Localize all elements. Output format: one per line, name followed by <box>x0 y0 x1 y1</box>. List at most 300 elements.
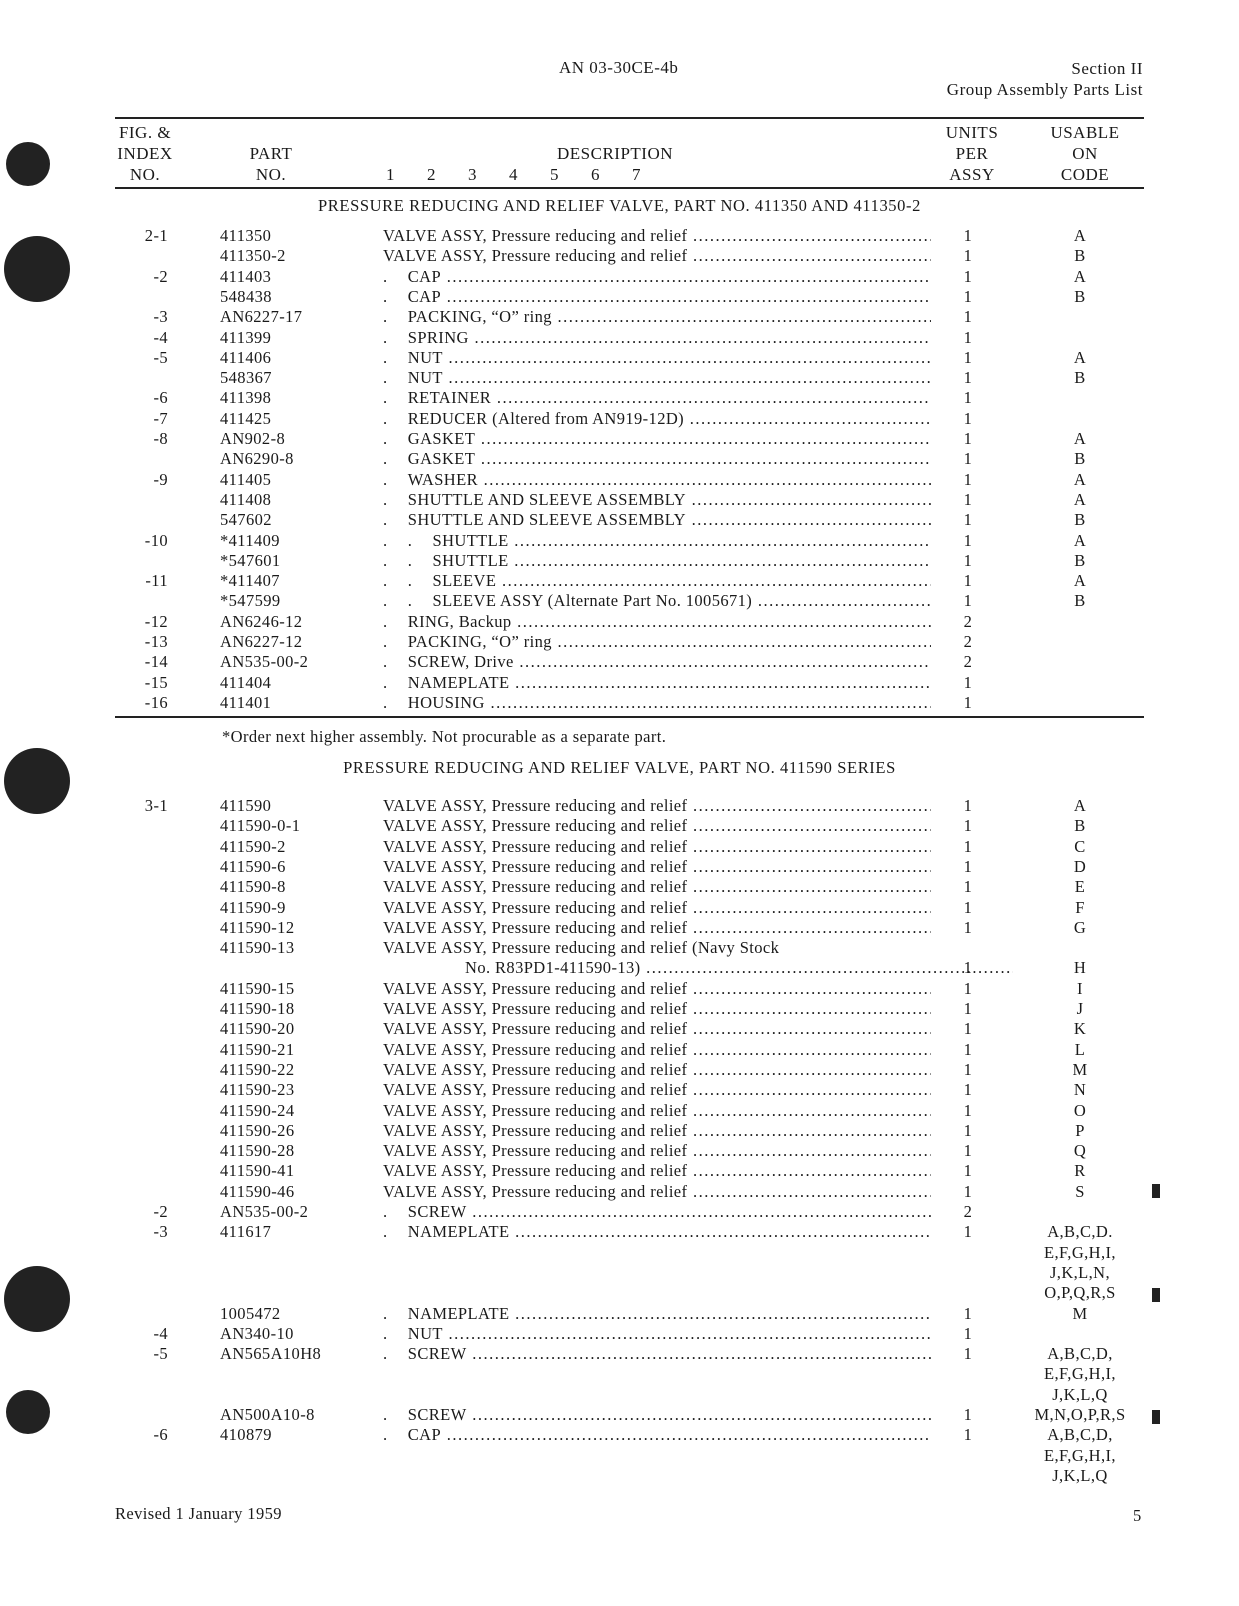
index-number: 3-1 <box>144 796 168 815</box>
description-text: NAMEPLATE ..... <box>408 1222 931 1241</box>
description <box>383 857 931 877</box>
description: . NAMEPLATE ..... <box>383 1222 931 1242</box>
table-row <box>0 571 1239 591</box>
description-text: VALVE ASSY, Pressure reducing and relief ..... <box>383 857 931 876</box>
index-number: -4 <box>153 327 168 347</box>
part-number: 411590-22 <box>220 1059 295 1079</box>
table-row <box>0 1060 1239 1080</box>
usable-on-code: B <box>1074 510 1086 530</box>
units-per-assy: 1 <box>963 692 973 712</box>
part-number: *411407 <box>220 571 280 591</box>
table-row <box>0 591 1239 611</box>
units-per-assy: 1 <box>963 1080 973 1100</box>
description-text: GASKET ..... <box>408 429 931 448</box>
usable-on-code: A <box>1073 347 1087 367</box>
part-number: AN902-8 <box>220 429 286 448</box>
table-row <box>0 1141 1239 1161</box>
description-text: NUT ..... <box>408 348 931 367</box>
table-row <box>0 693 1239 713</box>
units-per-assy: 1 <box>963 856 973 876</box>
table-top-rule <box>115 117 1144 119</box>
part-number: 411590-13 <box>220 938 295 958</box>
usable-on-code: B <box>1074 816 1086 836</box>
usable-on-code: B <box>1074 591 1086 611</box>
units-per-assy: 1 <box>963 877 973 897</box>
description-text: VALVE ASSY, Pressure reducing and relief ..... <box>383 816 931 835</box>
description-text: HOUSING ..... <box>408 693 931 712</box>
description-text: SHUTTLE ..... <box>433 551 932 570</box>
part-number: 410879 <box>220 1425 272 1445</box>
index-number: -7 <box>153 408 168 428</box>
units-per-assy: 1 <box>963 836 973 856</box>
part-number: 411405 <box>220 469 272 489</box>
table-row <box>0 226 1239 246</box>
description-text: VALVE ASSY, Pressure reducing and relief ..... <box>383 1161 931 1180</box>
units-per-assy: 1 <box>963 489 973 509</box>
description-text: VALVE ASSY, Pressure reducing and relief ..... <box>383 999 931 1018</box>
description-text: SLEEVE ..... <box>433 571 932 590</box>
usable-on-code: K <box>1073 1019 1087 1039</box>
description <box>383 918 931 938</box>
description: . PACKING, “O” ring ..... <box>383 632 931 652</box>
part-number: 411590-26 <box>220 1120 295 1140</box>
usable-on-code: A,B,C,D, E,F,G,H,I, J,K,L,Q <box>1044 1425 1116 1485</box>
table-row <box>0 877 1239 897</box>
table-row <box>0 999 1239 1019</box>
part-number: 411425 <box>220 408 272 428</box>
description <box>383 999 931 1019</box>
units-per-assy: 1 <box>963 510 973 530</box>
part-number: 1005472 <box>220 1303 281 1323</box>
group2-title: PRESSURE REDUCING AND RELIEF VALVE, PART NO. 411590 SERIES <box>343 758 896 777</box>
table-row <box>0 409 1239 429</box>
units-per-assy: 1 <box>963 449 973 469</box>
units-per-assy: 1 <box>963 327 973 347</box>
table-row <box>0 510 1239 530</box>
units-per-assy: 1 <box>963 1039 973 1059</box>
description: . SPRING ..... <box>383 328 931 348</box>
table-row <box>0 918 1239 938</box>
table-row <box>0 490 1239 510</box>
description-text: VALVE ASSY, Pressure reducing and relief ..... <box>383 979 931 998</box>
binder-hole <box>6 142 50 186</box>
part-number: 547602 <box>220 510 272 530</box>
units-per-assy: 1 <box>963 591 973 611</box>
part-number: 411590-0-1 <box>220 816 301 836</box>
units-per-assy: 1 <box>963 286 973 306</box>
table-row <box>0 1425 1239 1485</box>
description <box>383 1101 931 1121</box>
description-text: SHUTTLE AND SLEEVE ASSEMBLY ..... <box>408 490 931 509</box>
usable-on-code: A <box>1073 469 1087 489</box>
table-row <box>0 816 1239 836</box>
index-number: -6 <box>153 388 168 408</box>
description-text: No. R83PD1-411590-13) ..... <box>465 958 1013 977</box>
description-text: VALVE ASSY, Pressure reducing and relief ..... <box>383 1141 931 1160</box>
usable-on-code: B <box>1074 449 1086 469</box>
change-bar <box>1152 1410 1160 1424</box>
description: . . SHUTTLE ..... <box>383 551 931 571</box>
usable-on-code: G <box>1073 917 1087 937</box>
units-per-assy: 1 <box>963 1405 973 1424</box>
description-text: SHUTTLE ..... <box>433 531 932 550</box>
description-text: VALVE ASSY, Pressure reducing and relief ..... <box>383 796 931 815</box>
usable-on-code: L <box>1074 1039 1086 1059</box>
description-text: SCREW ..... <box>408 1405 931 1424</box>
index-number: -13 <box>144 632 168 651</box>
units-per-assy: 1 <box>963 816 973 836</box>
description-text: CAP ..... <box>408 267 931 286</box>
group1-title: PRESSURE REDUCING AND RELIEF VALVE, PART NO. 411350 AND 411350-2 <box>318 196 921 215</box>
units-per-assy: 1 <box>963 1100 973 1120</box>
description-text: CAP ..... <box>408 287 931 306</box>
units-per-assy: 1 <box>963 1222 973 1242</box>
index-number: -12 <box>144 611 168 631</box>
header-bottom-rule <box>115 187 1144 189</box>
description <box>383 938 931 958</box>
change-bar <box>1152 1288 1160 1302</box>
description: . CAP ..... <box>383 267 931 287</box>
description: . GASKET ..... <box>383 429 931 449</box>
description: . REDUCER (Altered from AN919-12D) ..... <box>383 409 931 429</box>
usable-on-code: A,B,C,D. E,F,G,H,I, J,K,L,N, O,P,Q,R,S <box>1044 1222 1116 1303</box>
description <box>383 1121 931 1141</box>
units-per-assy: 2 <box>963 611 973 631</box>
usable-on-code: A <box>1073 226 1087 245</box>
part-number: 411350-2 <box>220 246 286 266</box>
units-per-assy: 1 <box>963 1141 973 1161</box>
description-text: VALVE ASSY, Pressure reducing and relief (Navy Stock <box>383 938 780 958</box>
description <box>383 979 931 999</box>
part-number: 411408 <box>220 489 272 509</box>
units-per-assy: 1 <box>963 978 973 998</box>
part-number: *547601 <box>220 550 281 570</box>
footnote: *Order next higher assembly. Not procurable as a separate part. <box>222 727 667 746</box>
usable-on-code: A <box>1073 571 1087 591</box>
description-text: VALVE ASSY, Pressure reducing and relief ..... <box>383 877 931 896</box>
description-text: VALVE ASSY, Pressure reducing and relief ..... <box>383 918 931 937</box>
units-per-assy: 1 <box>963 226 973 245</box>
units-per-assy: 1 <box>963 429 973 448</box>
units-per-assy: 1 <box>963 307 973 327</box>
description-text: NAMEPLATE ..... <box>408 673 931 692</box>
units-per-assy: 1 <box>963 1120 973 1140</box>
table-row <box>0 898 1239 918</box>
section-title: Group Assembly Parts List <box>946 80 1143 99</box>
description: . HOUSING ..... <box>383 693 931 713</box>
part-number: 548367 <box>220 368 272 388</box>
table-row <box>0 531 1239 551</box>
usable-on-code: O <box>1073 1100 1087 1120</box>
units-per-assy: 1 <box>963 1059 973 1079</box>
table-row <box>0 1344 1239 1404</box>
section-heading <box>947 58 1143 100</box>
units-per-assy: 1 <box>963 672 973 692</box>
description: . NUT ..... <box>383 348 931 368</box>
description <box>383 1182 931 1202</box>
description-text: VALVE ASSY, Pressure reducing and relief ..... <box>383 1080 931 1099</box>
usable-on-code: A <box>1073 429 1087 448</box>
index-number: -9 <box>153 469 168 489</box>
column-header-part-no: PART NO. <box>249 144 293 184</box>
description: . . SLEEVE ASSY (Alternate Part No. 1005671) ..... <box>383 591 931 611</box>
usable-on-code: A <box>1073 266 1087 286</box>
usable-on-code: S <box>1075 1181 1085 1201</box>
table-row <box>0 267 1239 287</box>
part-number: AN535-00-2 <box>220 652 309 672</box>
description-text: RING, Backup ..... <box>408 612 931 631</box>
index-number: 2-1 <box>144 226 168 245</box>
description: . NUT ..... <box>383 1324 931 1344</box>
description <box>383 877 931 897</box>
units-per-assy: 1 <box>963 1019 973 1039</box>
binder-hole <box>4 236 70 302</box>
description <box>383 1080 931 1100</box>
table-row <box>0 612 1239 632</box>
description-text: GASKET ..... <box>408 449 931 468</box>
usable-on-code: B <box>1074 368 1086 388</box>
usable-on-code: I <box>1077 978 1083 998</box>
description: . SHUTTLE AND SLEEVE ASSEMBLY ..... <box>383 510 931 530</box>
table-row <box>0 1304 1239 1324</box>
table-row <box>0 1040 1239 1060</box>
description-text: SCREW ..... <box>408 1344 931 1363</box>
table-row <box>0 1222 1239 1303</box>
description <box>383 246 931 266</box>
table-row <box>0 673 1239 693</box>
table-row <box>0 328 1239 348</box>
indent-level-numbers: 1 2 3 4 5 6 7 <box>386 165 641 184</box>
part-number: 411590-8 <box>220 877 286 897</box>
units-per-assy: 1 <box>963 1344 973 1364</box>
part-number: 411590 <box>220 796 272 815</box>
units-per-assy: 1 <box>963 469 973 489</box>
description <box>383 796 931 816</box>
units-per-assy: 2 <box>963 1202 973 1221</box>
table-row <box>0 1101 1239 1121</box>
table-row <box>0 958 1239 978</box>
page-number: 5 <box>1133 1506 1142 1525</box>
table-row <box>0 1202 1239 1222</box>
index-number: -5 <box>153 347 168 367</box>
usable-on-code: M,N,O,P,R,S <box>1034 1405 1126 1424</box>
table-row <box>0 796 1239 816</box>
description-text: REDUCER (Altered from AN919-12D) ..... <box>408 409 931 428</box>
description: . GASKET ..... <box>383 449 931 469</box>
description: . . SLEEVE ..... <box>383 571 931 591</box>
part-number: 411590-2 <box>220 836 286 856</box>
usable-on-code: M <box>1072 1303 1088 1323</box>
section-label: Section II <box>1071 59 1143 78</box>
units-per-assy: 1 <box>963 958 973 978</box>
description-text: RETAINER ..... <box>408 388 931 407</box>
usable-on-code: Q <box>1073 1141 1087 1161</box>
part-number: 411590-41 <box>220 1161 295 1181</box>
description-text: VALVE ASSY, Pressure reducing and relief ..... <box>383 1101 931 1120</box>
description <box>383 837 931 857</box>
usable-on-code: M <box>1072 1059 1088 1079</box>
table-row <box>0 1080 1239 1100</box>
description-text: VALVE ASSY, Pressure reducing and relief ..... <box>383 1060 931 1079</box>
index-number: -2 <box>153 266 168 286</box>
description-text: SCREW ..... <box>408 1202 931 1221</box>
description-text: SCREW, Drive ..... <box>408 652 931 671</box>
part-number: 411403 <box>220 266 272 286</box>
binder-hole <box>4 1266 70 1332</box>
description-text: NUT ..... <box>408 368 931 387</box>
units-per-assy: 1 <box>963 388 973 408</box>
table-row <box>0 938 1239 958</box>
document-number: AN 03-30CE-4b <box>559 58 679 77</box>
table-row <box>0 837 1239 857</box>
part-number: 411590-18 <box>220 999 295 1018</box>
usable-on-code: P <box>1075 1120 1085 1140</box>
change-bar <box>1152 1184 1160 1198</box>
description: . CAP ..... <box>383 287 931 307</box>
usable-on-code: E <box>1074 877 1086 897</box>
units-per-assy: 1 <box>963 246 973 266</box>
part-number: 411406 <box>220 347 272 367</box>
table-row <box>0 1405 1239 1425</box>
index-number: -16 <box>144 692 168 712</box>
table-row <box>0 979 1239 999</box>
index-number: -8 <box>153 429 168 448</box>
description-text: PACKING, “O” ring ..... <box>408 307 931 326</box>
description-text: VALVE ASSY, Pressure reducing and relief ..... <box>383 837 931 856</box>
description-text: VALVE ASSY, Pressure reducing and relief ..... <box>383 226 931 245</box>
usable-on-code: J <box>1076 999 1084 1018</box>
part-number: 411590-46 <box>220 1181 295 1201</box>
part-number: AN535-00-2 <box>220 1202 309 1221</box>
group1-bottom-rule <box>115 716 1144 718</box>
units-per-assy: 1 <box>963 1181 973 1201</box>
part-number: 411590-28 <box>220 1141 295 1161</box>
table-row <box>0 857 1239 877</box>
units-per-assy: 1 <box>963 550 973 570</box>
units-per-assy: 1 <box>963 1425 973 1445</box>
table-row <box>0 246 1239 266</box>
part-number: 411399 <box>220 327 272 347</box>
description-text: WASHER ..... <box>408 470 931 489</box>
description: . NAMEPLATE ..... <box>383 673 931 693</box>
description: . . SHUTTLE ..... <box>383 531 931 551</box>
description: . SCREW ..... <box>383 1344 931 1364</box>
usable-on-code: H <box>1073 958 1087 978</box>
part-number: 548438 <box>220 286 272 306</box>
column-header-fig-index: FIG. & INDEX NO. <box>117 123 173 184</box>
table-row <box>0 449 1239 469</box>
part-number: 411590-24 <box>220 1100 295 1120</box>
description-text: VALVE ASSY, Pressure reducing and relief ..... <box>383 1182 931 1201</box>
part-number: 411590-12 <box>220 917 295 937</box>
table-row <box>0 348 1239 368</box>
description-text: VALVE ASSY, Pressure reducing and relief ..... <box>383 1040 931 1059</box>
table-row <box>0 1121 1239 1141</box>
usable-on-code: A <box>1073 489 1087 509</box>
description-text: NAMEPLATE ..... <box>408 1304 931 1323</box>
part-number: 411590-21 <box>220 1039 295 1059</box>
table-row <box>0 652 1239 672</box>
column-header-usable-on-code: USABLE ON CODE <box>1050 123 1120 184</box>
description <box>383 1161 931 1181</box>
part-number: 411590-9 <box>220 897 286 917</box>
index-number: -6 <box>153 1425 168 1445</box>
description: . NUT ..... <box>383 368 931 388</box>
units-per-assy: 2 <box>963 632 973 651</box>
units-per-assy: 1 <box>963 266 973 286</box>
index-number: -4 <box>153 1323 168 1343</box>
part-number: 411401 <box>220 692 272 712</box>
description <box>383 1019 931 1039</box>
usable-on-code: F <box>1075 897 1085 917</box>
part-number: AN500A10-8 <box>220 1405 315 1424</box>
index-number: -3 <box>153 307 168 327</box>
binder-hole <box>6 1390 50 1434</box>
part-number: *547599 <box>220 591 281 611</box>
description: . SCREW ..... <box>383 1202 931 1222</box>
table-row <box>0 429 1239 449</box>
part-number: 411590-20 <box>220 1019 295 1039</box>
part-number: 411617 <box>220 1222 272 1242</box>
usable-on-code: B <box>1074 246 1086 266</box>
description-text: VALVE ASSY, Pressure reducing and relief ..... <box>383 898 931 917</box>
usable-on-code: R <box>1074 1161 1086 1181</box>
units-per-assy: 1 <box>963 917 973 937</box>
units-per-assy: 1 <box>963 368 973 388</box>
description: . NAMEPLATE ..... <box>383 1304 931 1324</box>
description: . RETAINER ..... <box>383 388 931 408</box>
index-number: -14 <box>144 652 168 672</box>
description: . RING, Backup ..... <box>383 612 931 632</box>
description: . PACKING, “O” ring ..... <box>383 307 931 327</box>
description <box>383 1141 931 1161</box>
table-row <box>0 368 1239 388</box>
table-row <box>0 1324 1239 1344</box>
table-row <box>0 1019 1239 1039</box>
part-number: 411398 <box>220 388 272 408</box>
description: . SCREW, Drive ..... <box>383 652 931 672</box>
units-per-assy: 1 <box>963 408 973 428</box>
part-number: 411590-23 <box>220 1080 295 1100</box>
table-row <box>0 307 1239 327</box>
description <box>383 226 931 246</box>
index-number: -3 <box>153 1222 168 1242</box>
usable-on-code: D <box>1073 856 1087 876</box>
units-per-assy: 1 <box>963 347 973 367</box>
description-text: VALVE ASSY, Pressure reducing and relief ..... <box>383 246 931 265</box>
index-number: -11 <box>145 571 168 591</box>
description <box>383 898 931 918</box>
usable-on-code: A <box>1073 796 1087 815</box>
description <box>383 1060 931 1080</box>
description-text: SLEEVE ASSY (Alternate Part No. 1005671) ..... <box>433 591 932 610</box>
part-number: AN6227-12 <box>220 632 303 651</box>
revision-date: Revised 1 January 1959 <box>115 1504 282 1523</box>
index-number: -5 <box>153 1344 168 1364</box>
units-per-assy: 1 <box>963 1161 973 1181</box>
units-per-assy: 1 <box>963 999 973 1018</box>
usable-on-code: B <box>1074 550 1086 570</box>
part-number: *411409 <box>220 530 280 550</box>
units-per-assy: 1 <box>963 571 973 591</box>
description-text: VALVE ASSY, Pressure reducing and relief ..... <box>383 1121 931 1140</box>
units-per-assy: 1 <box>963 1323 973 1343</box>
description: . CAP ..... <box>383 1425 931 1445</box>
column-header-description: DESCRIPTION <box>556 144 673 163</box>
part-number: 411590-6 <box>220 856 286 876</box>
part-number: 411590-15 <box>220 978 295 998</box>
units-per-assy: 1 <box>963 1303 973 1323</box>
